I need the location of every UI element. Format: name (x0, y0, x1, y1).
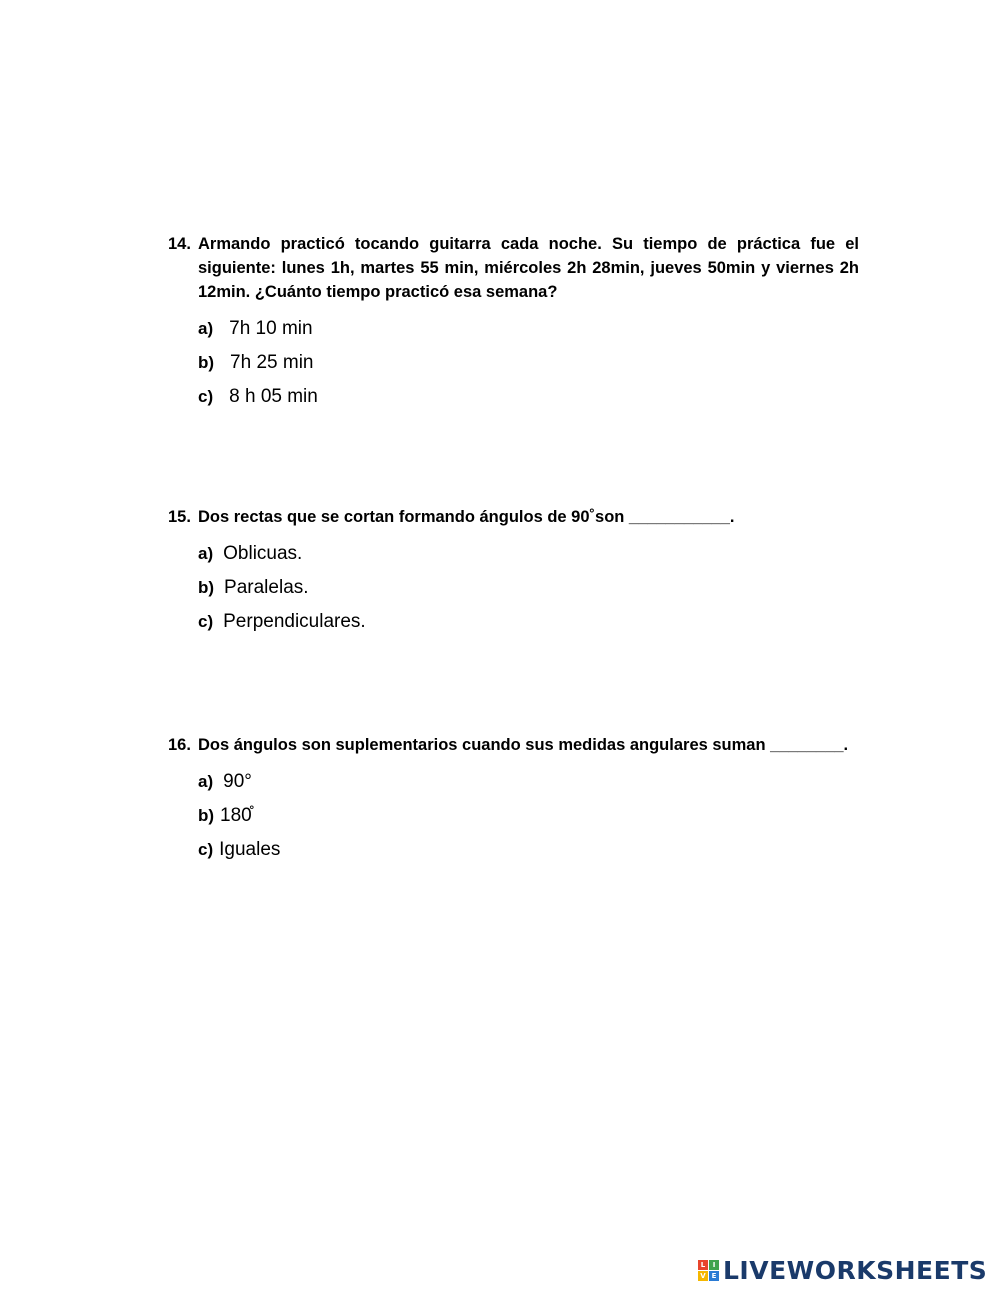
option-letter: a) (198, 319, 214, 338)
question-header (168, 505, 859, 529)
option-text: Iguales (219, 839, 281, 860)
logo-blocks-icon (698, 1260, 719, 1281)
question-15 (168, 505, 859, 645)
option-c[interactable] (198, 611, 859, 645)
options-list (198, 318, 859, 420)
option-c[interactable] (198, 386, 859, 420)
question-14 (168, 232, 859, 420)
question-16 (168, 733, 859, 873)
logo-block-e: E (709, 1271, 719, 1281)
option-b[interactable] (198, 805, 859, 839)
question-number: 14. (168, 235, 191, 253)
option-letter: b) (198, 353, 215, 372)
option-text: 8 h 05 min (229, 386, 318, 407)
option-b[interactable] (198, 352, 859, 386)
options-list (198, 543, 859, 645)
option-letter: c) (198, 387, 214, 406)
option-a[interactable] (198, 543, 859, 577)
logo-block-l: L (698, 1260, 708, 1270)
option-letter: c) (198, 840, 214, 859)
option-text: Oblicuas. (223, 543, 303, 564)
question-text: Dos ángulos son suplementarios cuando sus medidas angulares suman ________. (198, 736, 849, 754)
option-letter: a) (198, 772, 214, 791)
option-text: Paralelas. (224, 577, 309, 598)
option-text: Perpendiculares. (223, 611, 366, 632)
options-list (198, 771, 859, 873)
option-text: 7h 25 min (230, 352, 314, 373)
question-text: Armando practicó tocando guitarra cada noche. Su tiempo de práctica fue el siguiente: lunes 1h, martes 55 min, miércoles 2h 28min, jueves 50min y viernes 2h 12min. ¿Cuánto tiempo practicó esa semana? (198, 235, 859, 301)
option-text: 180̊ (220, 805, 252, 826)
option-text: 90° (223, 771, 252, 792)
option-a[interactable] (198, 771, 859, 805)
question-header (168, 733, 859, 757)
option-c[interactable] (198, 839, 859, 873)
option-letter: b) (198, 578, 215, 597)
question-header (168, 232, 859, 304)
question-number: 15. (168, 508, 191, 526)
logo-text: LIVEWORKSHEETS (723, 1255, 988, 1285)
liveworksheets-logo (698, 1255, 987, 1285)
option-a[interactable] (198, 318, 859, 352)
option-letter: a) (198, 544, 214, 563)
logo-block-v: V (698, 1271, 708, 1281)
option-b[interactable] (198, 577, 859, 611)
question-number: 16. (168, 736, 191, 754)
question-text: Dos rectas que se cortan formando ángulos de 90˚son ___________. (198, 508, 735, 526)
logo-block-i: I (709, 1260, 719, 1270)
option-letter: b) (198, 806, 215, 825)
option-text: 7h 10 min (229, 318, 313, 339)
option-letter: c) (198, 612, 214, 631)
